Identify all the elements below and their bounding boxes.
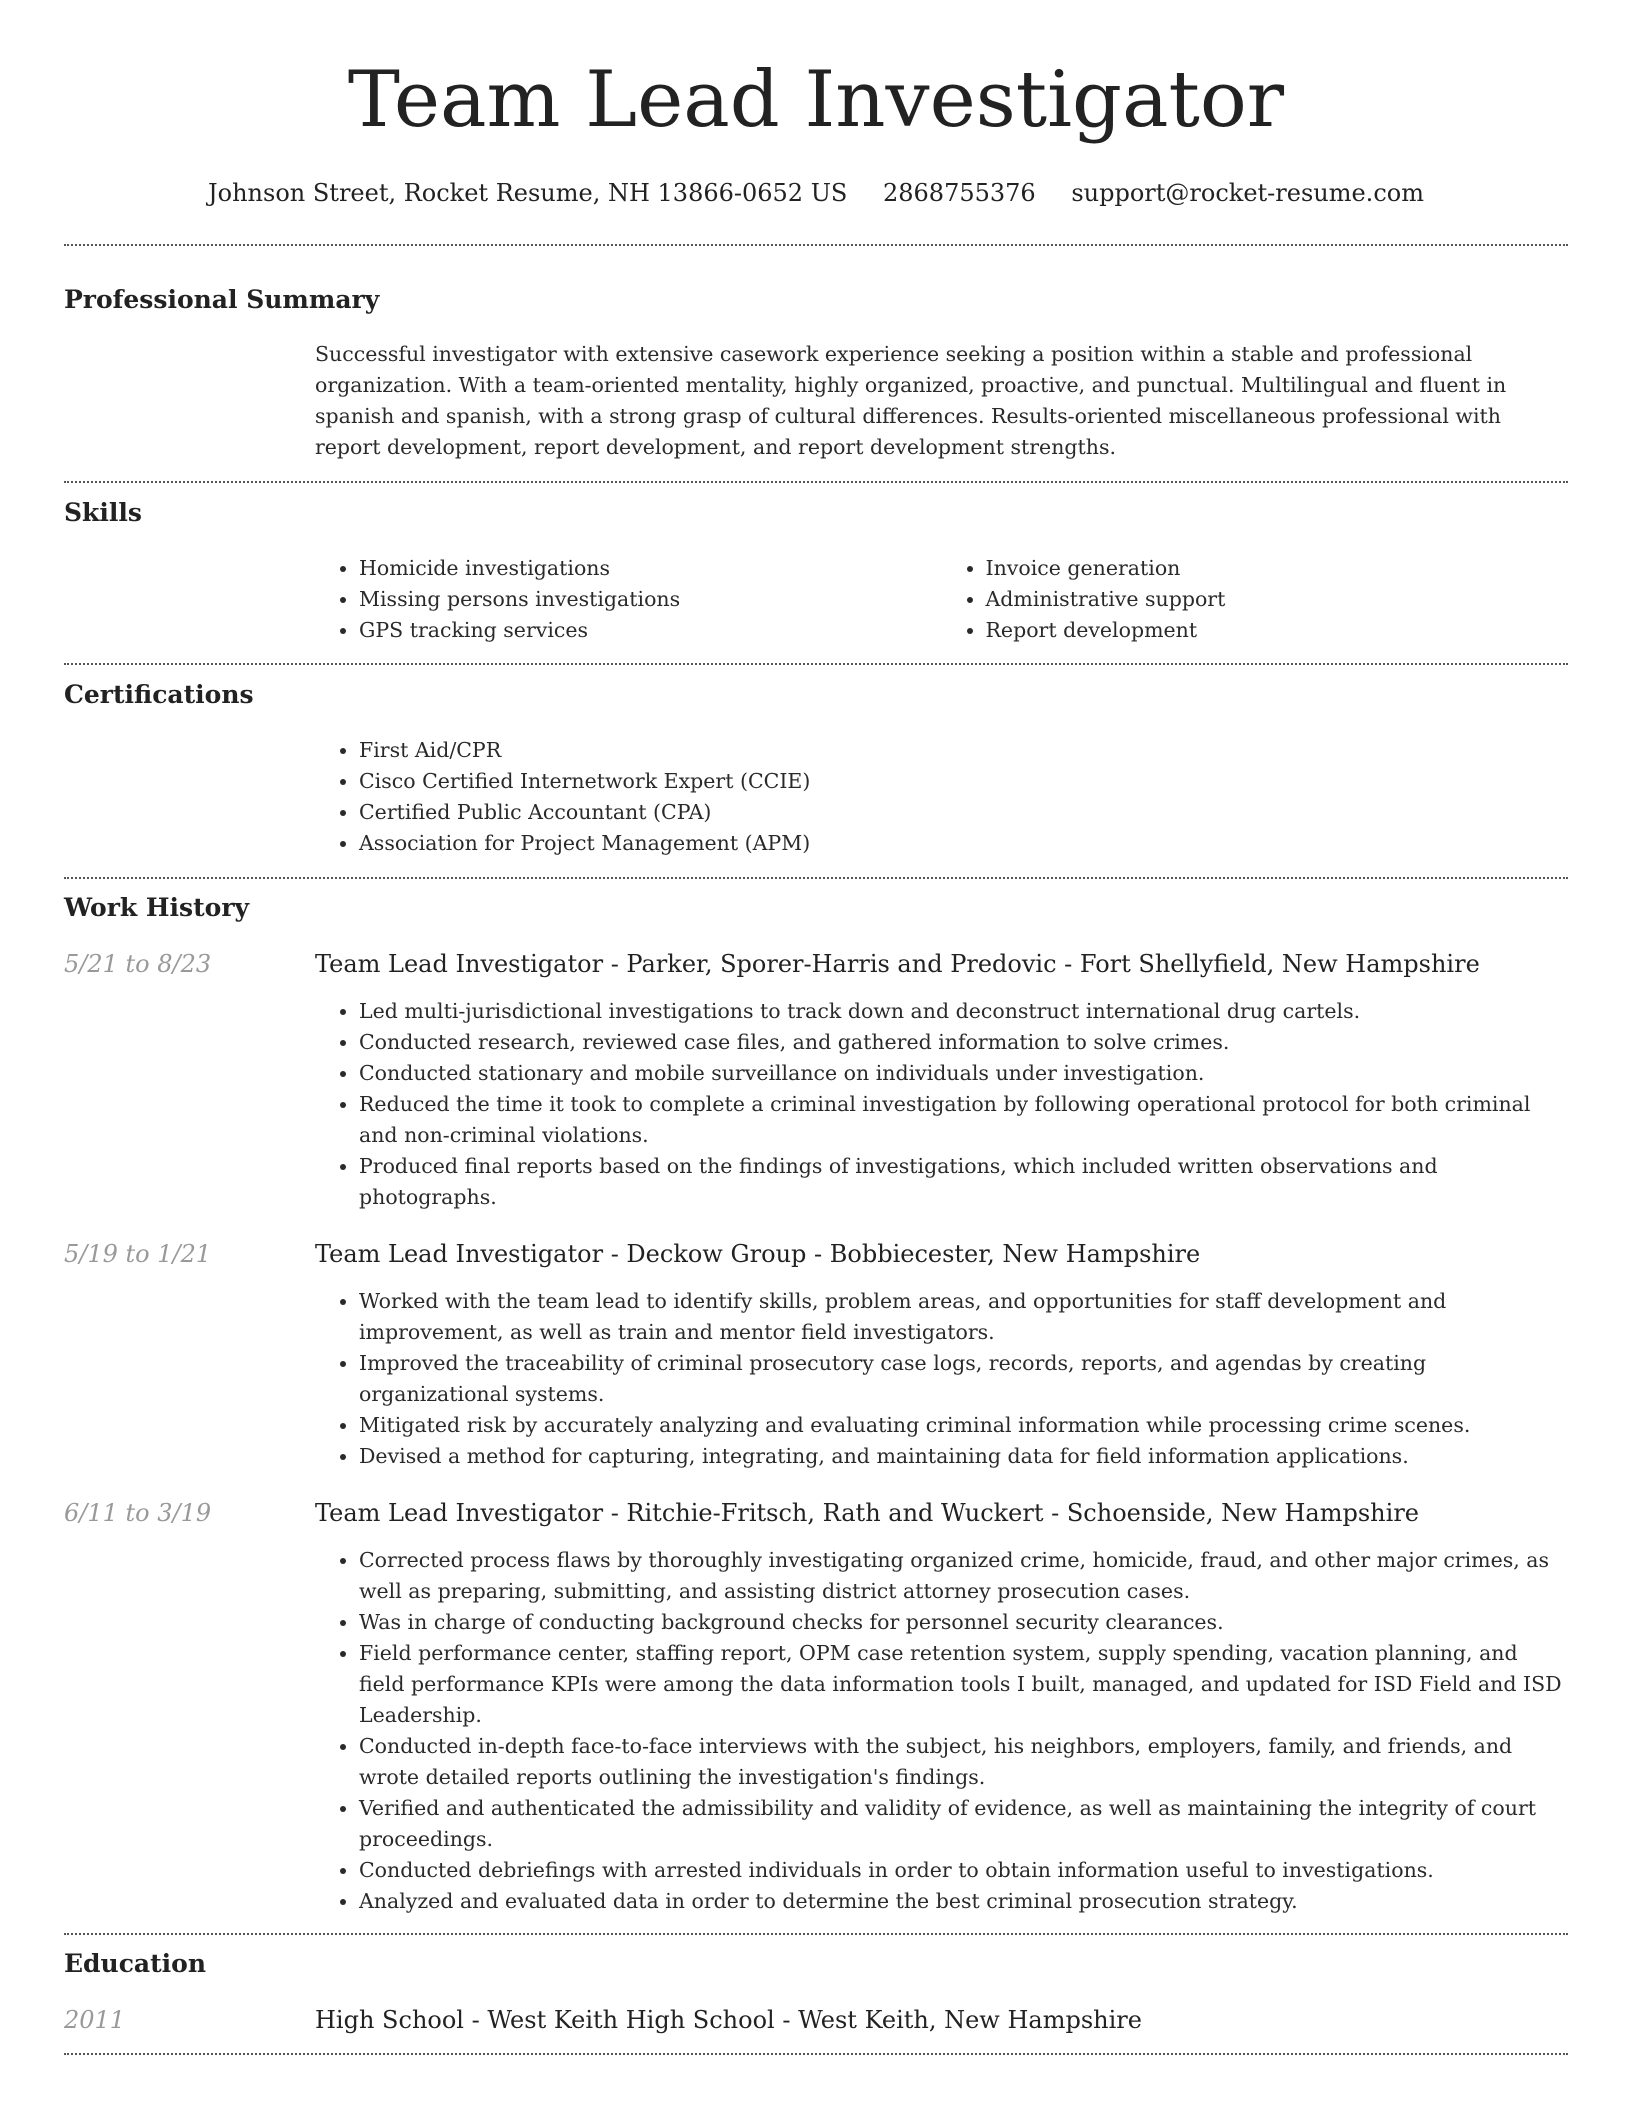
job-entry [64,1498,1568,1917]
job-bullet: • Led multi-jurisdictional investigations to track down and deconstruct international drug cartels. [359,996,1568,1027]
skill-item: • Report development [986,615,1569,646]
certification-item: • First Aid/CPR [359,735,1568,766]
job-dates: 5/19 to 1/21 [64,1240,212,1268]
education-dates: 2011 [64,2006,126,2034]
summary-text: Successful investigator with extensive casework experience seeking a position within a stable and professional organization. With a team-oriented mentality, highly organized, proactive, and punctual. Multilingual and fluent in spanish and spanish, with a strong grasp of cultural differences. Results-oriented miscellaneous professional with report development, report development, and report development strengths. [315,342,1507,459]
summary-section [64,246,1568,463]
job-bullet: • Was in charge of conducting background checks for personnel security clearances. [359,1607,1568,1638]
job-bullet: • Conducted in-depth face-to-face interviews with the subject, his neighbors, employers, family, and friends, and wrote detailed reports outlining the investigation's findings. [359,1731,1568,1793]
section-title-work: Work History [64,893,250,922]
job-bullet: • Improved the traceability of criminal prosecutory case logs, records, reports, and agendas by creating organizational systems. [359,1348,1568,1410]
job-bullet: • Verified and authenticated the admissibility and validity of evidence, as well as maintaining the integrity of court proceedings. [359,1793,1568,1855]
job-bullet: • Produced final reports based on the findings of investigations, which included written observations and photographs. [359,1151,1568,1213]
contact-line [64,178,1568,208]
job-title: Team Lead Investigator - Ritchie-Fritsch, Rath and Wuckert - Schoenside, New Hampshire [315,1499,1419,1527]
contact-phone: 2868755376 [883,179,1036,207]
contact-address: Johnson Street, Rocket Resume, NH 13866-0652 US [208,179,848,207]
job-bullet: • Conducted research, reviewed case files, and gathered information to solve crimes. [359,1027,1568,1058]
job-dates: 5/21 to 8/23 [64,950,212,978]
certifications-list [315,735,1568,859]
section-title-skills: Skills [64,498,142,527]
skill-item: • Missing persons investigations [359,584,942,615]
skill-item: • Administrative support [986,584,1569,615]
job-bullet: • Analyzed and evaluated data in order to determine the best criminal prosecution strategy. [359,1886,1568,1917]
education-title: High School - West Keith High School - West Keith, New Hampshire [315,2006,1142,2034]
skill-item: • Homicide investigations [359,553,942,584]
job-entry [64,949,1568,1213]
certification-item: • Certified Public Accountant (CPA) [359,797,1568,828]
job-bullet: • Corrected process flaws by thoroughly investigating organized crime, homicide, fraud, and other major crimes, as well as preparing, submitting, and assisting district attorney prosecution cases. [359,1545,1568,1607]
job-title: Team Lead Investigator - Deckow Group - Bobbiecester, New Hampshire [315,1240,1201,1268]
job-bullet: • Worked with the team lead to identify skills, problem areas, and opportunities for staff development and improvement, as well as train and mentor field investigators. [359,1286,1568,1348]
job-bullet: • Reduced the time it took to complete a criminal investigation by following operational protocol for both criminal and non-criminal violations. [359,1089,1568,1151]
job-bullet: • Conducted stationary and mobile surveillance on individuals under investigation. [359,1058,1568,1089]
certifications-section [64,665,1568,859]
candidate-name: Team Lead Investigator [347,55,1285,145]
resume-header [64,0,1568,208]
job-bullets [315,996,1568,1213]
certification-item: • Association for Project Management (APM) [359,828,1568,859]
job-bullets [315,1545,1568,1917]
certification-item: • Cisco Certified Internetwork Expert (CCIE) [359,766,1568,797]
divider [64,2053,1568,2055]
contact-email: support@rocket-resume.com [1071,179,1424,207]
job-bullets [315,1286,1568,1472]
job-bullet: • Mitigated risk by accurately analyzing and evaluating criminal information while processing crime scenes. [359,1410,1568,1441]
education-entry [64,2005,1568,2035]
skills-section [64,483,1568,646]
work-history-section [64,879,1568,1917]
job-dates: 6/11 to 3/19 [64,1499,212,1527]
job-entry [64,1239,1568,1472]
job-bullet: • Field performance center, staffing report, OPM case retention system, supply spending, vacation planning, and field performance KPIs were among the data information tools I built, managed, and updated for ISD Field and ISD Leadership. [359,1638,1568,1731]
job-bullet: • Conducted debriefings with arrested individuals in order to obtain information useful to investigations. [359,1855,1568,1886]
skill-item: • Invoice generation [986,553,1569,584]
skill-item: • GPS tracking services [359,615,942,646]
education-section [64,1935,1568,2035]
job-bullet: • Devised a method for capturing, integrating, and maintaining data for field information applications. [359,1441,1568,1472]
section-title-education: Education [64,1949,207,1978]
skills-list-right [942,553,1569,646]
job-title: Team Lead Investigator - Parker, Sporer-Harris and Predovic - Fort Shellyfield, New Hampshire [315,950,1480,978]
skills-list-left [315,553,942,646]
section-title-summary: Professional Summary [64,285,380,314]
section-title-certifications: Certifications [64,680,254,709]
